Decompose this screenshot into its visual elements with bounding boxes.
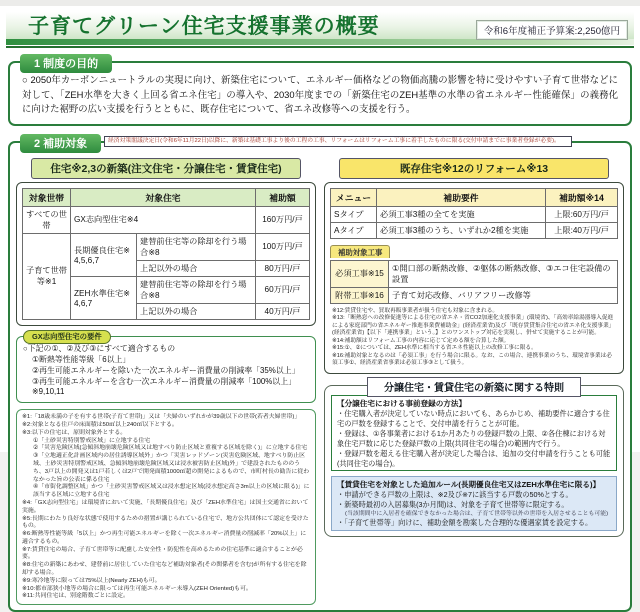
bullet: ・登録は、①各事業者における1か月あたりの登録戸数の上限、②各住棟における対象住宅戸数に応じた登録戸数の上限(共同住宅の場合)の範囲内で行う。	[337, 428, 606, 448]
amount-gx: 160万円/戸	[256, 206, 310, 233]
footnote: ④「市街化調整区域」かつ「土砂災害警戒区域又は浸水想定区域(浸水想定高さ3m以上の区域に限る)」に該当する区域に立地する住宅	[33, 484, 310, 499]
new-housing-column	[16, 158, 316, 605]
footnote: ※16:補助対象となるのは「必須工事」を行う場合に限る。なお、この場合、連携事業のうち、環境省事業は必須工事①、経済産業省事業は必須工事③として扱う。	[332, 352, 612, 367]
condition-demolition-2: 建替前住宅等の除却を行う場合※8	[137, 276, 256, 303]
footnote: ※5:長期にわたり良好な状態で使用するための措置が講じられている住宅で、地方公共団体にて認定を受けたもの。	[22, 515, 309, 530]
amount-40: 40万円/戸	[256, 303, 310, 319]
budget-badge: 令和6年度補正予算案:2,250億円	[476, 20, 628, 40]
footnote: ※13:「断熱窓への改修促進等による住宅の省エネ・省CO2加速化支援事業」(環境省)、「高効率給湯器導入促進による家庭部門の省エネルギー推進事業費補助金」(経済産業省)及び「既存賃貸集合住宅の省エネ化支援事業」(経済産業省)【以下「連携事業」という。】とのワンストップ対応を実現し、併せて実施することが可能。	[332, 315, 615, 337]
page-title: 子育てグリーン住宅支援事業の概要	[28, 15, 380, 38]
req-a-type: 必須工事3種のうち、いずれか2種を実施	[377, 222, 546, 238]
title-underline	[6, 46, 634, 48]
footnote: ※4:「GX志向型住宅」は環境省において実施、「長期優良住宅」及び「ZEH水準住宅」は国土交通省において実施。	[22, 499, 309, 514]
footnote: ※12:賃貸住宅や、買取再販事業者が扱う住宅も対象に含まれる。	[332, 307, 499, 314]
footnote: ③「立地適正化計画区域内の居住誘導区域外」かつ「災害レッドゾーン(災害危険区域、地すべり防止区域、土砂災害特別警戒区域、急傾斜地崩壊危険区域又は浸水被害防止区域)外」で建設されたもののうち、3戸以上の開発又は1戸若しくは2戸で開発面積1000㎡超の開発によるもので、市町村長の勧告に従わなかった旨の公表に係る住宅	[33, 453, 310, 483]
footnote: ①「土砂災害特別警戒区域」に立地する住宅	[33, 437, 151, 444]
col-menu: メニュー	[331, 188, 377, 206]
menu-a-type: Aタイプ	[331, 222, 377, 238]
housing-gx: GX志向型住宅※4	[71, 206, 256, 233]
table-header-row	[23, 188, 310, 206]
footnote: ②「災害危険区域(急傾斜地崩壊危険区域又は地すべり防止区域と重複する区域を除く)」に立地する住宅	[33, 445, 308, 452]
table-row	[331, 260, 618, 287]
new-housing-header: 住宅※2,3の新築(注文住宅・分譲住宅・賃貸住宅)	[31, 158, 301, 179]
housing-zeh: ZEH水準住宅※4,6,7	[71, 276, 137, 319]
new-housing-table	[22, 188, 310, 320]
footnote: ※14:補助額はリフォーム工事の内容に応じて定める額を合算した額。	[332, 337, 510, 344]
footnote: ※7:賃貸住宅の場合、子育て世帯等に配慮した安全性・防犯性を高めるための住宅基準に適合することが必要。	[22, 546, 303, 561]
reform-header: 既存住宅※12のリフォーム※13	[339, 158, 609, 179]
req-s-type: 必須工事3種の全てを実施	[377, 206, 546, 222]
works-optional-label: 附帯工事※16	[331, 287, 389, 303]
eligible-works-table	[330, 260, 618, 304]
bullet-note: (当該期間中に入居者を確保できなかった場合は、子育て世帯等以外の世帯を入居させることも可能)	[345, 511, 609, 518]
amount-60: 60万円/戸	[256, 276, 310, 303]
table-row	[331, 206, 618, 222]
subsidy-condition-note: 経済対策閣議決定日(令和6年11月22日)以降に、新築は基礎工事より後の工程の工事、リフォームはリフォーム工事に着手したものに限る(交付申請までに事業者登録が必要)。	[104, 136, 572, 147]
amount-80: 80万円/戸	[256, 260, 310, 276]
works-required-label: 必須工事※15	[331, 260, 389, 287]
bullet: ・「子育て世帯等」向けに、補助金額を勘案した合理的な優遇家賃を設定する。	[337, 518, 593, 528]
amount-a-type: 上限:40万円/戸	[546, 222, 618, 238]
footnote: ※9:寒冷地等に限っては75%以上(Nearly ZEH)も可。	[22, 577, 161, 584]
col-household: 対象世帯	[23, 188, 71, 206]
col-requirements: 補助要件	[377, 188, 546, 206]
footnote: ※10:都市部狭小地等の場合に限っては再生可能エネルギー未導入(ZEH Oriented)も可。	[22, 585, 252, 592]
footnote: ※3:以下の住宅は、原則対象外とする。	[22, 429, 127, 436]
household-all: すべての世帯	[23, 206, 71, 233]
works-optional-content: 子育て対応改修、バリアフリー改修等	[389, 287, 618, 303]
eligible-works-badge: 補助対象工事	[330, 245, 390, 258]
document-header	[6, 12, 634, 48]
section-purpose	[8, 58, 632, 126]
special-rules-box	[324, 382, 624, 537]
section-subsidy	[8, 137, 632, 612]
bullet: ・住宅購入者が決定していない時点においても、あらかじめ、補助要件に適合する住宅の戸数を登録することで、交付申請を行うことが可能。	[337, 408, 610, 428]
housing-long-life: 長期優良住宅※4,5,6,7	[71, 233, 137, 276]
reform-table	[330, 188, 618, 239]
section-subsidy-tab: 2 補助対象	[20, 134, 101, 153]
condition-other-1: 上記以外の場合	[137, 260, 256, 276]
rental-rules-title: 【賃貸住宅を対象とした追加ルール(長期優良住宅又はZEH水準住宅に限る)】	[337, 480, 601, 490]
gx-line: ②再生可能エネルギーを除いた一次エネルギー消費量の削減率「35%以上」	[32, 365, 300, 375]
amount-s-type: 上限:60万円/戸	[546, 206, 618, 222]
bullet: ・申請ができる戸数の上限は、※2及び※7に該当する戸数の50%とする。	[337, 490, 573, 500]
household-childcare: 子育て世帯等※1	[23, 233, 71, 319]
footnotes-left-box	[16, 409, 316, 605]
amount-100: 100万円/戸	[256, 233, 310, 260]
special-rules-header: 分譲住宅・賃貸住宅の新築に関する特則	[367, 377, 581, 397]
table-header-row	[331, 188, 618, 206]
pre-registration-box	[331, 395, 617, 471]
gx-line: ③再生可能エネルギーを含む一次エネルギー消費量の削減率「100%以上」※9,10,11	[32, 376, 296, 397]
gx-line: ①断熱等性能等級「6以上」	[32, 354, 131, 364]
col-amount: 補助額	[256, 188, 310, 206]
section-purpose-tab: 1 制度の目的	[20, 54, 112, 73]
table-row	[23, 206, 310, 233]
pre-registration-title: 【分譲住宅における事前登録の方法】	[337, 398, 467, 408]
footnote: ※8:住宅の新築にあわせ、建替前に居住していた住宅など補助対象者(その関係者を含む)が所有する住宅を除却する場合。	[22, 562, 307, 576]
footnote: ※15:①、②については、ZEH水準に相当する省エネ性能以上の改修工事に限る。	[332, 345, 537, 352]
condition-demolition-1: 建替前住宅等の除却を行う場合※8	[137, 233, 256, 260]
gx-line: ○下記の①、②及び③にすべて適合するもの	[23, 343, 176, 353]
footnote: ※2:対象となる住戸の床面積は50㎡以上240㎡以下とする。	[22, 422, 178, 429]
reform-panel	[324, 182, 624, 374]
footnote: ※6:断熱等性能等級「5以上」かつ再生可能エネルギーを除く一次エネルギー消費量の削減率「20%以上」に適合するもの。	[22, 531, 307, 545]
col-housing: 対象住宅	[71, 188, 256, 206]
menu-s-type: Sタイプ	[331, 206, 377, 222]
footnote: ※1:「18歳未満の子を有する世帯(子育て世帯)」又は「夫婦のいずれかが39歳以下の世帯(若者夫婦世帯)」	[22, 414, 301, 421]
gx-requirements-badge: GX志向型住宅の要件	[23, 330, 111, 344]
gx-requirements-box	[16, 331, 316, 404]
section-purpose-body: ○ 2050年カーボンニュートラルの実現に向け、新築住宅について、エネルギー価格などの物価高騰の影響を特に受けやすい子育て世帯などに対して、「ZEH水準を大きく上回る省エネ住宅」の導入や、2030年度までの「新築住宅のZEH基準の水準の省エネルギー性能確保」の義務化に向けた裾野の広い支援を行うとともに、既存住宅について、省エネ改修等への支援を行う。	[22, 74, 618, 115]
col-amount: 補助額※14	[546, 188, 618, 206]
footnotes-right	[330, 308, 618, 368]
new-housing-panel	[16, 182, 316, 326]
reform-column	[324, 158, 624, 537]
two-column-layout	[16, 158, 624, 605]
bullet: ・登録戸数を超える住宅購入者が決定した場合は、追加の交付申請を行うことも可能(共同住宅の場合)。	[337, 448, 611, 468]
works-required-content: ①開口部の断熱改修、②躯体の断熱改修、③エコ住宅設備の設置	[389, 260, 618, 287]
footnote: ※11:共同住宅は、別途階数ごとに設定。	[22, 593, 129, 600]
table-row	[331, 222, 618, 238]
condition-other-2: 上記以外の場合	[137, 303, 256, 319]
table-row	[331, 287, 618, 303]
rental-rules-box	[331, 476, 617, 531]
bullet: ・新築時最初の入居募集(3か月間)は、対象を子育て世帯等に限定する。	[337, 500, 569, 510]
table-row	[23, 233, 310, 260]
